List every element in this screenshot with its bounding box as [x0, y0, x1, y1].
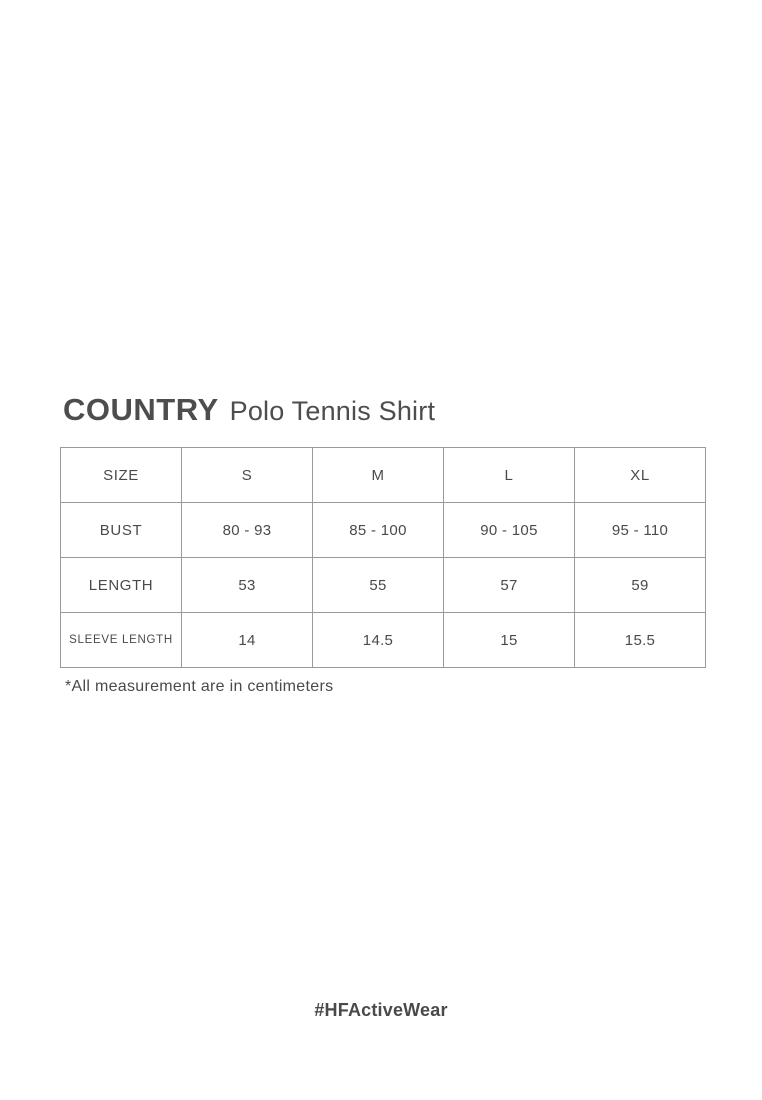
- header-cell-size: SIZE: [61, 448, 182, 503]
- cell-length-m: 55: [313, 558, 444, 613]
- table-header-row: [61, 448, 706, 503]
- page-title: [63, 392, 435, 428]
- size-table: [60, 447, 706, 668]
- header-cell-xl: XL: [575, 448, 706, 503]
- cell-length-s: 53: [182, 558, 313, 613]
- cell-sleeve-m: 14.5: [313, 613, 444, 668]
- cell-bust-l: 90 - 105: [444, 503, 575, 558]
- table-row: [61, 503, 706, 558]
- cell-length-l: 57: [444, 558, 575, 613]
- cell-sleeve-xl: 15.5: [575, 613, 706, 668]
- row-label-sleeve-length: SLEEVE LENGTH: [61, 613, 182, 668]
- brand-hashtag: #HFActiveWear: [314, 1000, 448, 1020]
- cell-sleeve-l: 15: [444, 613, 575, 668]
- cell-bust-s: 80 - 93: [182, 503, 313, 558]
- measurement-note: *All measurement are in centimeters: [65, 678, 334, 695]
- header-cell-l: L: [444, 448, 575, 503]
- header-cell-m: M: [313, 448, 444, 503]
- cell-bust-xl: 95 - 110: [575, 503, 706, 558]
- cell-length-xl: 59: [575, 558, 706, 613]
- table-row: [61, 558, 706, 613]
- table-row: [61, 613, 706, 668]
- brand-name: COUNTRY: [63, 392, 219, 427]
- header-cell-s: S: [182, 448, 313, 503]
- product-name: Polo Tennis Shirt: [229, 396, 436, 426]
- cell-bust-m: 85 - 100: [313, 503, 444, 558]
- cell-sleeve-s: 14: [182, 613, 313, 668]
- row-label-length: LENGTH: [61, 558, 182, 613]
- row-label-bust: BUST: [61, 503, 182, 558]
